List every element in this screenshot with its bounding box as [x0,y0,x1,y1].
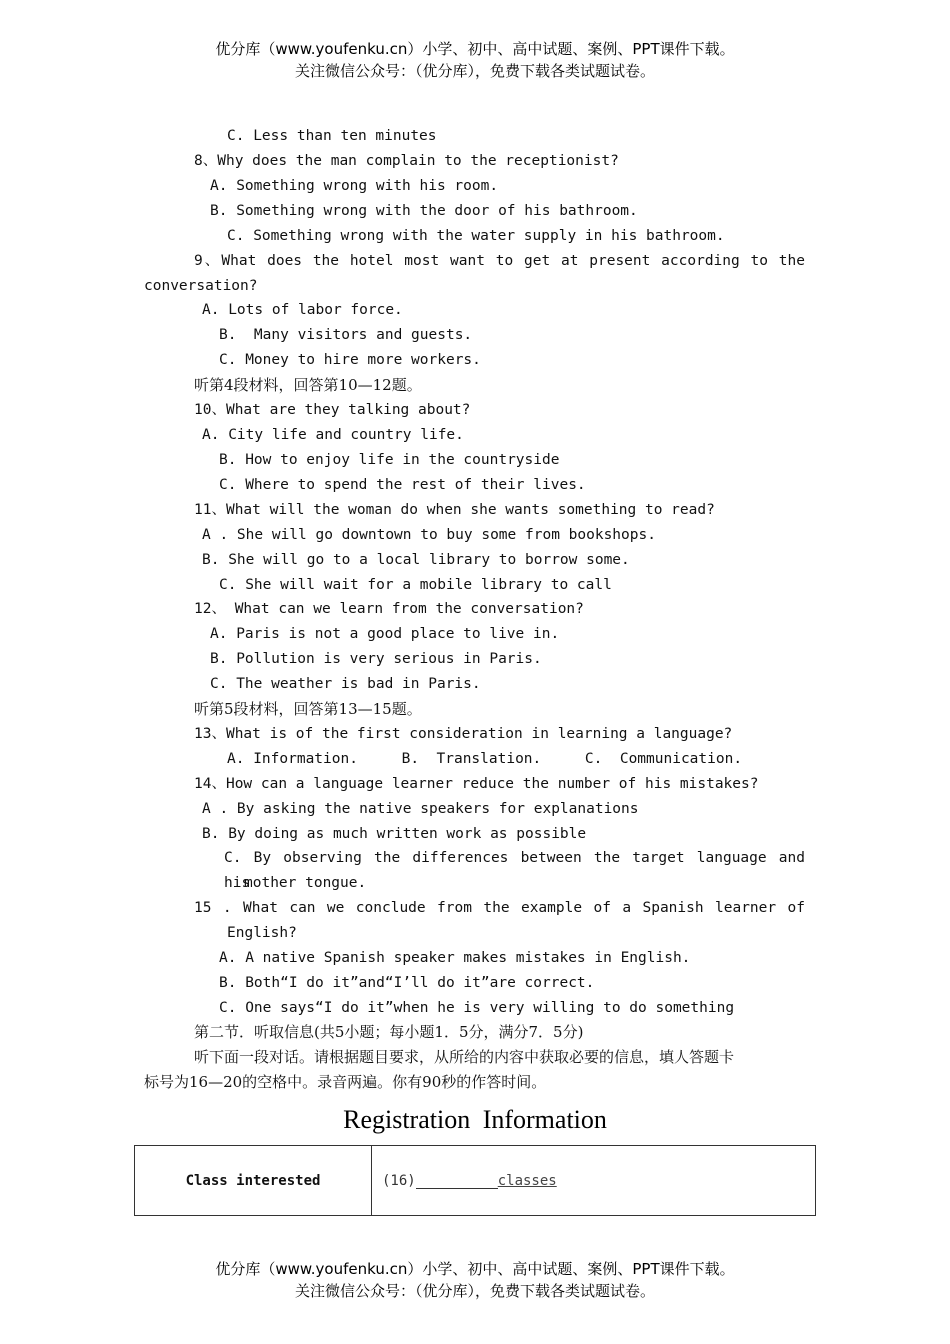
item-number: (16) [382,1172,416,1189]
registration-table [134,1145,816,1216]
question-11: 11、What will the woman do when she wants something to read? [194,502,715,518]
q13-options: A. Information. B. Translation. C. Communication. [227,751,743,767]
q12-option-a: A. Paris is not a good place to live in. [210,626,560,642]
q11-option-b: B. She will go to a local library to borrow some. [202,552,630,568]
question-9-cont: conversation? [144,278,258,294]
part-2-instruction-cont: 标号为16—20的空格中。录音两遍。你有90秒的作答时间。 [144,1073,547,1091]
answer-blank [416,1174,498,1189]
registration-title: Registration Information [343,1105,607,1134]
q9-option-b: B. Many visitors and guests. [219,327,473,343]
question-9: 9、What does the hotel most want to get at present according to the [194,253,805,269]
part-2-instruction: 听下面一段对话。请根据题目要求，从所给的内容中获取必要的信息，填人答题卡 [194,1048,735,1066]
q8-option-c: C. Something wrong with the water supply in his bathroom. [227,228,725,244]
q9-option-c: C. Money to hire more workers. [219,352,481,368]
class-interested-answer [372,1146,816,1216]
q10-option-b: B. How to enjoy life in the countryside [219,452,560,468]
footer-wechat-line: 关注微信公众号：（优分库），免费下载各类试题试卷。 [294,1282,655,1300]
section-5-instruction: 听第5段材料，回答第13—15题。 [194,700,422,718]
q9-option-a: A. Lots of labor force. [202,302,403,318]
classes-text: classes [497,1172,557,1189]
q15-option-c: C. One says“I do it”when he is very willing to do something [219,1000,735,1016]
header-promo-line: 优分库（www.youfenku.cn）小学、初中、高中试题、案例、PPT课件下载。 [215,40,735,58]
question-13: 13、What is of the first consideration in learning a language? [194,726,733,742]
header-wechat-line: 关注微信公众号：（优分库），免费下载各类试题试卷。 [294,62,655,80]
question-12: 12、 What can we learn from the conversation? [194,601,584,617]
q15-option-b: B. Both“I do it”and“I’ll do it”are correct. [219,975,595,991]
section-4-instruction: 听第4段材料，回答第10—12题。 [194,376,422,394]
class-interested-label: Class interested [135,1146,372,1216]
question-15: 15 . What can we conclude from the example of a Spanish learner of [194,900,805,916]
q14-option-c-cont: mother tongue. [244,875,367,891]
question-10: 10、What are they talking about? [194,402,471,418]
q10-option-c: C. Where to spend the rest of their lives. [219,477,586,493]
q7-option-c: C. Less than ten minutes [227,128,437,144]
q8-option-b: B. Something wrong with the door of his bathroom. [210,203,638,219]
footer-promo-line: 优分库（www.youfenku.cn）小学、初中、高中试题、案例、PPT课件下载。 [215,1260,735,1278]
q15-option-a: A. A native Spanish speaker makes mistakes in English. [219,950,691,966]
q14-option-a: A . By asking the native speakers for explanations [202,801,639,817]
question-14: 14、How can a language learner reduce the number of his mistakes? [194,776,759,792]
q10-option-a: A. City life and country life. [202,427,464,443]
q11-option-c: C. She will wait for a mobile library to call [219,577,612,593]
question-8: 8、Why does the man complain to the receptionist? [194,153,619,169]
q11-option-a: A . She will go downtown to buy some from bookshops. [202,527,656,543]
table-row [135,1146,816,1216]
q14-option-b: B. By doing as much written work as possible [202,826,587,842]
q8-option-a: A. Something wrong with his room. [210,178,499,194]
q14-option-c: C. By observing the differences between the target language and his [224,850,805,891]
part-2-heading: 第二节．听取信息(共5小题；每小题1．5分，满分7．5分) [194,1023,584,1041]
question-15-cont: English? [227,925,297,941]
q12-option-b: B. Pollution is very serious in Paris. [210,651,542,667]
q12-option-c: C. The weather is bad in Paris. [210,676,481,692]
